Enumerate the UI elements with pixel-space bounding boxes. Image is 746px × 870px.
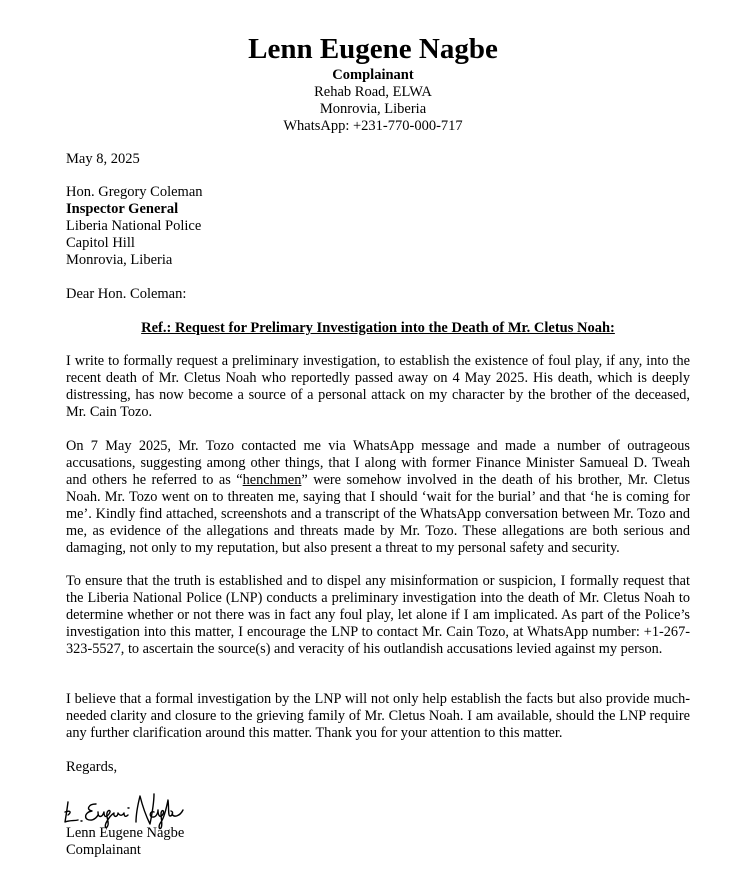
recipient-organization: Liberia National Police [66, 218, 202, 234]
closing: Regards, [66, 759, 118, 775]
recipient-block [66, 184, 690, 269]
sender-role: Complainant [332, 67, 414, 83]
paragraph-2-part-1: On 7 May 2025, Mr. Tozo contacted me via WhatsApp message and made a number of outrageous accusations, suggesting among other things, that I along with former Finance Minister Samueal D. Tweah and others he referred to as “ [66, 438, 690, 488]
sender-address-line1: Rehab Road, ELWA [314, 84, 432, 100]
signatory-block [66, 825, 690, 859]
paragraph-4: I believe that a formal investigation by the LNP will not only help establish the facts but also provide much-needed clarity and closure to the grieving family of Mr. Cletus Noah. I am available, should the LNP require any further clarification around this matter. Thank you for your attention to this matter. [66, 691, 690, 741]
sender-whatsapp: WhatsApp: +231-770-000-717 [283, 118, 463, 134]
paragraph-3: To ensure that the truth is established and to dispel any misinformation or suspicion, I formally request that the Liberia National Police (LNP) conducts a preliminary investigation into the death of Mr. Cletus Noah to determine whether or not there was in fact any foul play, let alone if I am implicated. As part of the Police’s investigation into this matter, I encourage the LNP to contact Mr. Cain Tozo, at WhatsApp number: +1-267-323-5527, to ascertain the source(s) and veracity of his outlandish accusations levied against my person. [66, 573, 690, 657]
recipient-address-line2: Monrovia, Liberia [66, 252, 173, 268]
recipient-title: Inspector General [66, 201, 179, 217]
paragraph-1: I write to formally request a preliminary investigation, to establish the existence of foul play, if any, into the recent death of Mr. Cletus Noah who reportedly passed away on 4 May 2025. His death, which is deeply distressing, has now become a source of a personal attack on my character by the brother of the deceased, Mr. Cain Tozo. [66, 353, 690, 420]
signatory-title: Complainant [66, 842, 141, 858]
sender-name: Lenn Eugene Nagbe [248, 33, 498, 65]
letter-date: May 8, 2025 [66, 151, 140, 167]
recipient-name: Hon. Gregory Coleman [66, 184, 203, 200]
sender-address-line2: Monrovia, Liberia [319, 101, 427, 117]
closing-block [66, 759, 690, 776]
henchmen-underlined: henchmen [242, 472, 302, 488]
salutation: Dear Hon. Coleman: [66, 286, 187, 302]
salutation-block [66, 286, 690, 303]
recipient-address-line1: Capitol Hill [66, 235, 135, 251]
paragraph-2-part-2: ” were somehow involved in the death of his brother, Mr. Cletus Noah. Mr. Tozo went on to threaten me, saying that I should ‘wait for the burial’ and that ‘he is coming for me’. Kindly find attached, screenshots and a transcript of the WhatsApp conversation between Mr. Tozo and me, as evidence of the allegations and threats made by Mr. Tozo. These allegations are both serious and damaging, not only to my reputation, but also present a threat to my personal safety and security. [66, 472, 690, 556]
paragraph-2 [66, 438, 690, 557]
handwritten-signature [62, 790, 187, 830]
reference-line: Ref.: Request for Prelimary Investigation into the Death of Mr. Cletus Noah: [141, 320, 615, 336]
letterhead [0, 31, 746, 135]
signatory-name: Lenn Eugene Nagbe [66, 825, 185, 841]
letter-date-block [66, 151, 690, 168]
